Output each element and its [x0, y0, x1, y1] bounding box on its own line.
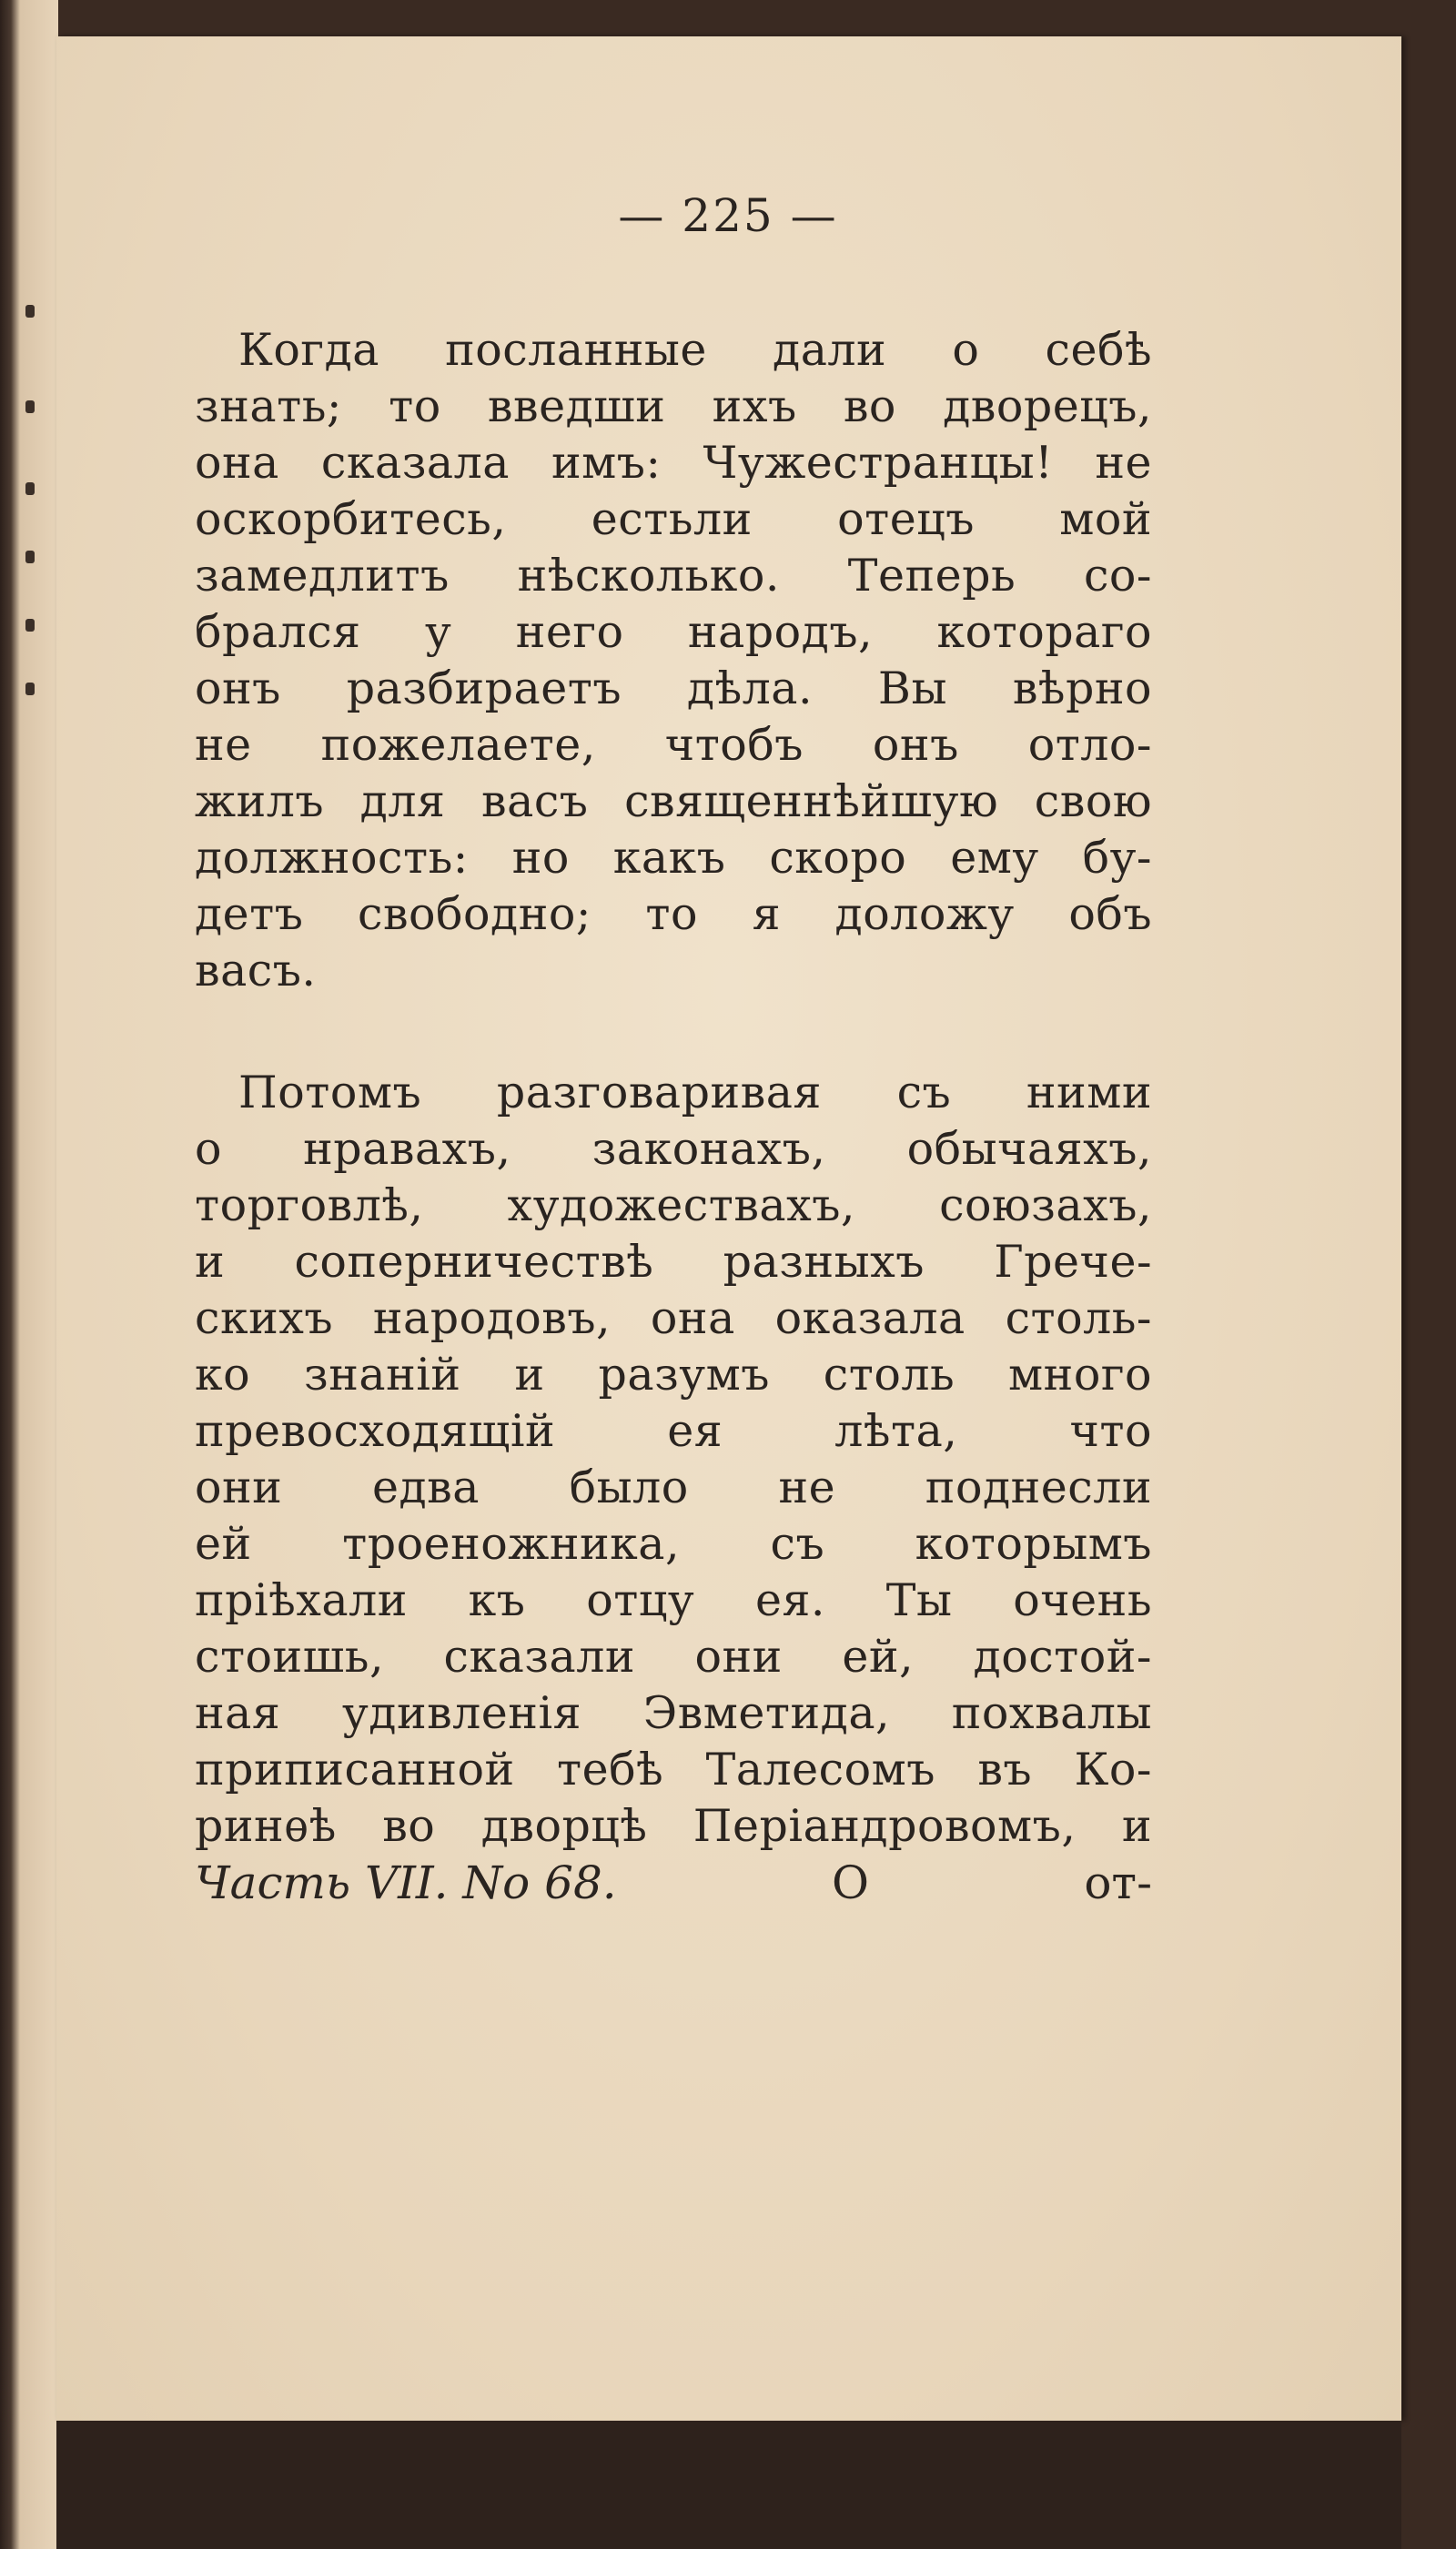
text-line: они едва было не поднесли: [195, 1462, 1152, 1513]
text-line: ринѳѣ во дворцѣ Періандровомъ, и: [195, 1800, 1152, 1852]
ink-mark: [25, 482, 35, 495]
ink-mark: [25, 551, 35, 563]
text-line: превосходящій ея лѣта, что: [195, 1405, 1152, 1457]
text-line: жилъ для васъ священнѣйшую свою: [195, 775, 1152, 827]
text-line: замедлитъ нѣсколько. Теперь со-: [195, 550, 1152, 602]
text-line: о нравахъ, законахъ, обычаяхъ,: [195, 1123, 1152, 1175]
text-line: не пожелаете, чтобъ онъ отло-: [195, 719, 1152, 771]
text-line: и соперничествѣ разныхъ Грече-: [195, 1236, 1152, 1288]
signature-mark: Часть VII. No 68.: [195, 1856, 617, 1909]
text-line: брался у него народъ, котораго: [195, 606, 1152, 658]
text-line: ко знаній и разумъ столь много: [195, 1349, 1152, 1401]
text-line: приписанной тебѣ Талесомъ въ Ко-: [195, 1744, 1152, 1795]
text-line: ей троеножника, съ которымъ: [195, 1518, 1152, 1570]
text-line: знать; то введши ихъ во дворецъ,: [195, 380, 1152, 432]
text-line: скихъ народовъ, она оказала столь-: [195, 1292, 1152, 1344]
text-line: васъ.: [195, 945, 317, 996]
previous-page-edge: [0, 0, 58, 2549]
ink-mark: [25, 683, 35, 695]
text-line: должность: но какъ скоро ему бу-: [195, 832, 1152, 884]
page-footer: [195, 1856, 1152, 1909]
ink-mark: [25, 400, 35, 413]
text-line: Потомъ разговаривая съ ними: [238, 1067, 1152, 1118]
ink-mark: [25, 305, 35, 318]
text-line: детъ свободно; то я доложу объ: [195, 888, 1152, 940]
background: [56, 2421, 1401, 2549]
text-line: онъ разбираетъ дѣла. Вы вѣрно: [195, 663, 1152, 714]
text-line: пріѣхали къ отцу ея. Ты очень: [195, 1574, 1152, 1626]
catchword: от-: [1084, 1856, 1152, 1909]
sheet-mark: О: [831, 1856, 869, 1909]
text-line: Когда посланные дали о себѣ: [238, 324, 1152, 376]
text-line: стоишь, сказали они ей, достой-: [195, 1631, 1152, 1683]
text-line: оскорбитесь, естьли отецъ мой: [195, 493, 1152, 545]
text-line: торговлѣ, художествахъ, союзахъ,: [195, 1179, 1152, 1231]
page-number-header: — 225 —: [618, 189, 838, 242]
ink-mark: [25, 619, 35, 632]
text-line: ная удивленія Эвметида, похвалы: [195, 1687, 1152, 1739]
text-line: она сказала имъ: Чужестранцы! не: [195, 437, 1152, 489]
